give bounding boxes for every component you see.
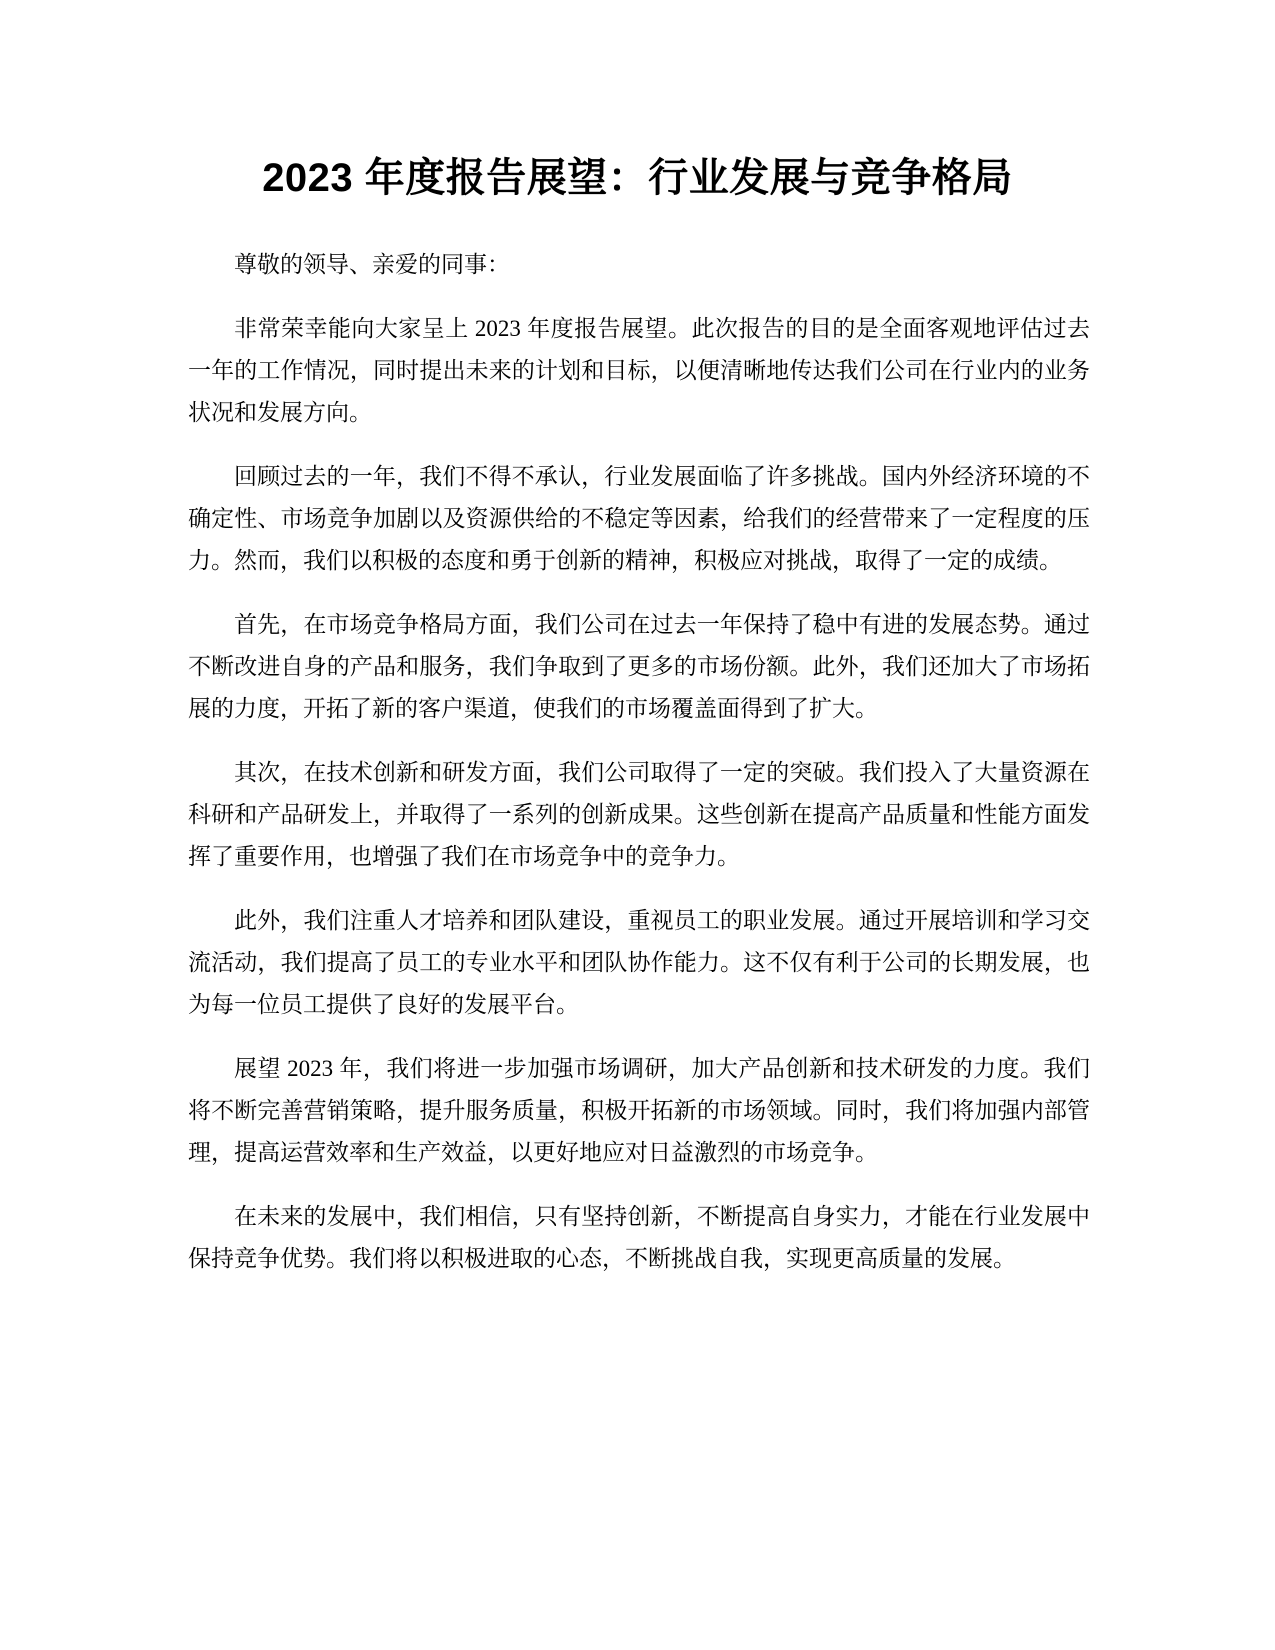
market-paragraph: 首先，在市场竞争格局方面，我们公司在过去一年保持了稳中有进的发展态势。通过不断改进自身的产品和服务，我们争取到了更多的市场份额。此外，我们还加大了市场拓展的力度，开拓了新的客户渠道，使我们的市场覆盖面得到了扩大。 bbox=[188, 612, 1090, 721]
review-paragraph: 回顾过去的一年，我们不得不承认，行业发展面临了许多挑战。国内外经济环境的不确定性、市场竞争加剧以及资源供给的不稳定等因素，给我们的经营带来了一定程度的压力。然而，我们以积极的态度和勇于创新的精神，积极应对挑战，取得了一定的成绩。 bbox=[188, 464, 1090, 573]
talent-paragraph: 此外，我们注重人才培养和团队建设，重视员工的职业发展。通过开展培训和学习交流活动，我们提高了员工的专业水平和团队协作能力。这不仅有利于公司的长期发展，也为每一位员工提供了良好的发展平台。 bbox=[188, 908, 1090, 1017]
document-body bbox=[188, 244, 1090, 1302]
technology-paragraph: 其次，在技术创新和研发方面，我们公司取得了一定的突破。我们投入了大量资源在科研和产品研发上，并取得了一系列的创新成果。这些创新在提高产品质量和性能方面发挥了重要作用，也增强了我们在市场竞争中的竞争力。 bbox=[188, 760, 1090, 869]
document-title: 2023 年度报告展望：行业发展与竞争格局 bbox=[262, 156, 1013, 200]
outlook-paragraph: 展望 2023 年，我们将进一步加强市场调研，加大产品创新和技术研发的力度。我们将不断完善营销策略，提升服务质量，积极开拓新的市场领域。同时，我们将加强内部管理，提高运营效率和生产效益，以更好地应对日益激烈的市场竞争。 bbox=[188, 1056, 1090, 1165]
salutation-paragraph: 尊敬的领导、亲爱的同事： bbox=[234, 252, 510, 277]
intro-paragraph: 非常荣幸能向大家呈上 2023 年度报告展望。此次报告的目的是全面客观地评估过去一年的工作情况，同时提出未来的计划和目标，以便清晰地传达我们公司在行业内的业务状况和发展方向。 bbox=[188, 316, 1090, 425]
conclusion-paragraph: 在未来的发展中，我们相信，只有坚持创新，不断提高自身实力，才能在行业发展中保持竞争优势。我们将以积极进取的心态，不断挑战自我，实现更高质量的发展。 bbox=[188, 1204, 1090, 1271]
